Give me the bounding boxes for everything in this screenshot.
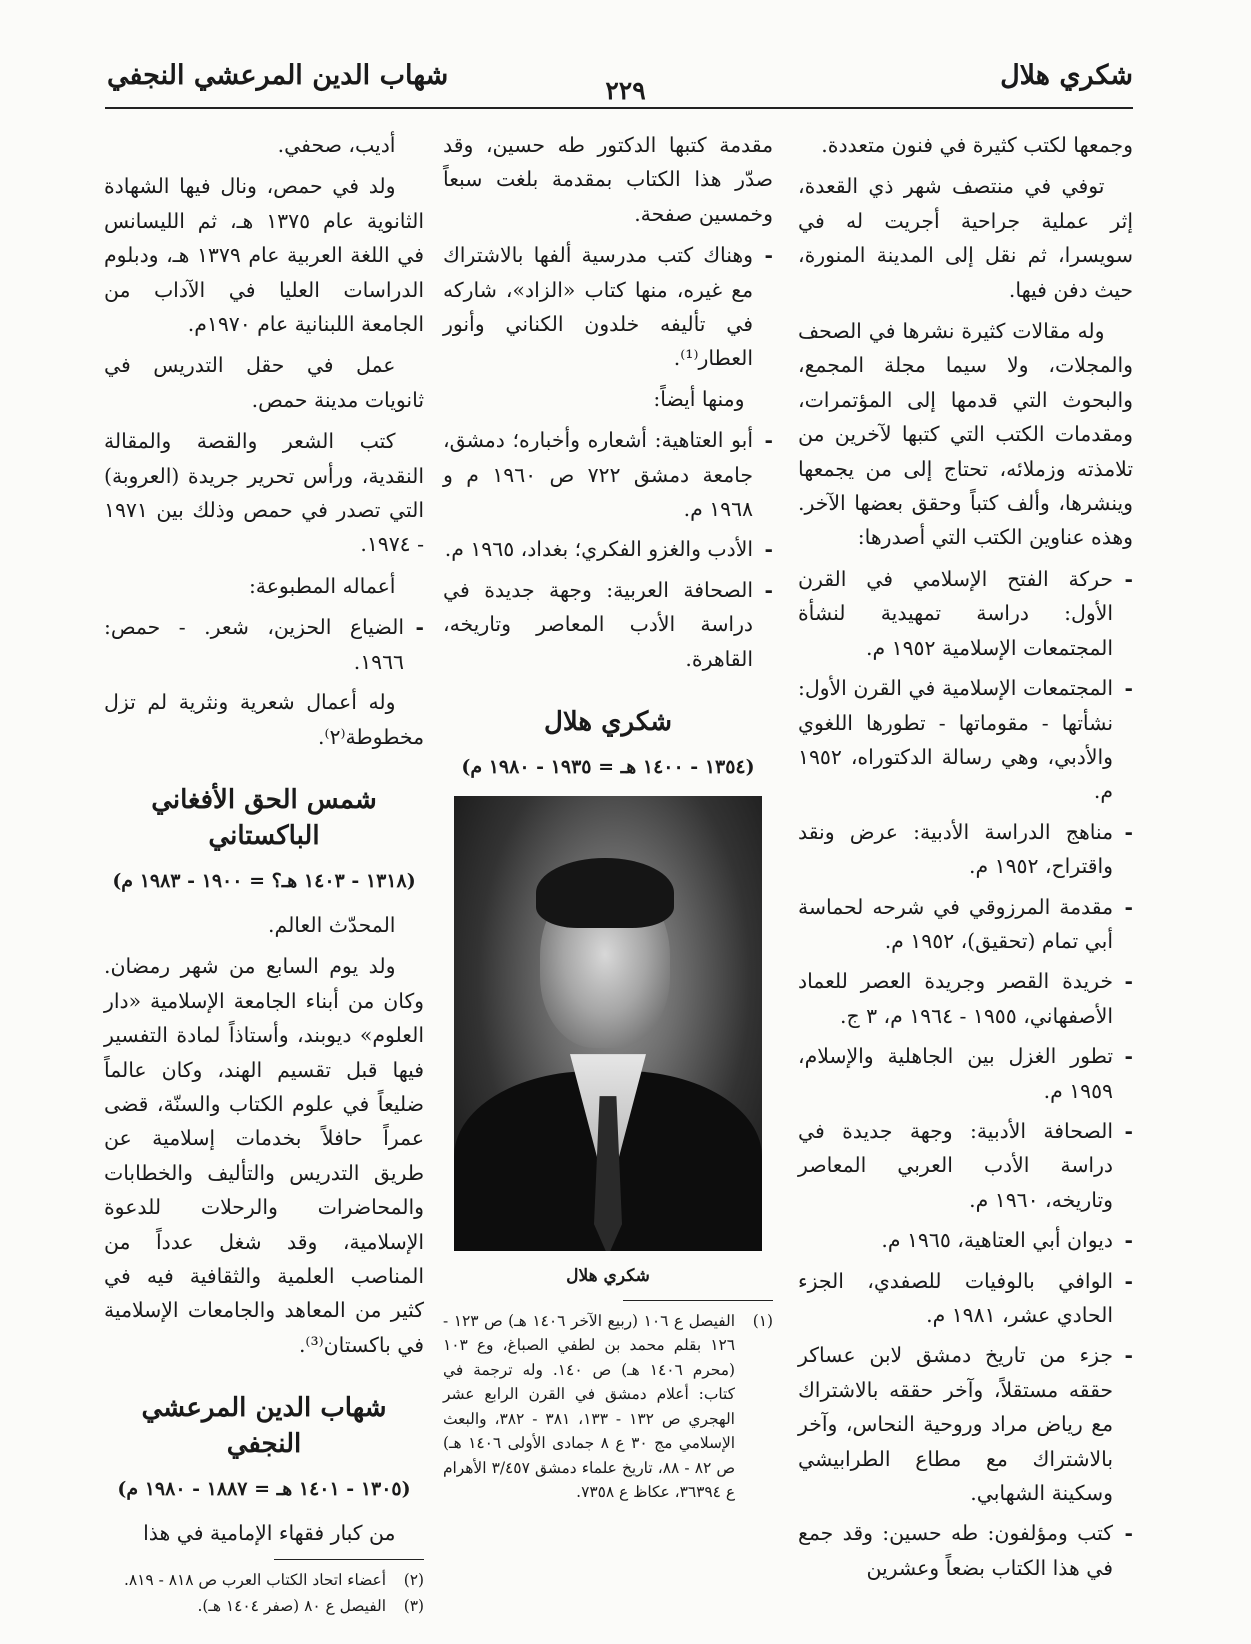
photo-caption: شكري هلال bbox=[566, 1266, 650, 1287]
paragraph: ولد يوم السابع من شهر رمضان. وكان من أبناء الجامعة الإسلامية «دار العلوم» ديوبند، وأستاذاً لمادة التفسير فيها قبل تقسيم الهند، وكان عالماً ضليعاً في علوم الكتاب والسنّة، قضى عمراً حافلاً بخدمات إسلامية عن طريق التدريس والتأليف والخطابات والمحاضرات والرحلات للدعوة الإسلامية، وقد شغل عدداً من المناصب العلمية والثقافية فيه في كثير من المعاهد والجامعات الإسلامية في باكستان⁽³⁾. bbox=[104, 954, 424, 1357]
paragraph: كتب الشعر والقصة والمقالة النقدية، ورأس تحرير جريدة (العروبة) التي تصدر في حمص وذلك بين ١٩٧١ - ١٩٧٤. bbox=[104, 429, 424, 557]
paragraph: وله أعمال شعرية ونثرية لم تزل مخطوطة⁽٢⁾. bbox=[104, 690, 424, 749]
footnote-text: الفيصل ع ٨٠ (صفر ١٤٠٤ هـ). bbox=[197, 1597, 386, 1616]
column-left bbox=[104, 128, 424, 1621]
list-item: - الضياع الحزين، شعر. - حمص: ١٩٦٦. bbox=[104, 610, 424, 679]
list-item: - تطور الغزل بين الجاهلية والإسلام، ١٩٥٩ م. bbox=[798, 1039, 1133, 1108]
footnote-rule bbox=[274, 1559, 424, 1560]
footnote-text: أعضاء اتحاد الكتاب العرب ص ٨١٨ - ٨١٩. bbox=[123, 1570, 386, 1589]
footnote-number: (٢) bbox=[403, 1570, 424, 1589]
paragraph: عمل في حقل التدريس في ثانويات مدينة حمص. bbox=[104, 353, 424, 412]
book-list bbox=[443, 423, 773, 676]
biography-dates: (١٣١٨ - ١٤٠٣ هـ؟ = ١٩٠٠ - ١٩٨٣ م) bbox=[112, 869, 416, 892]
footnote bbox=[104, 1568, 424, 1593]
biography-dates: (١٣٥٤ - ١٤٠٠ هـ = ١٩٣٥ - ١٩٨٠ م) bbox=[461, 756, 755, 779]
list-item: - مناهج الدراسة الأدبية: عرض ونقد واقتراح، ١٩٥٢ م. bbox=[798, 815, 1133, 884]
paragraph: المحدّث العالم. bbox=[268, 912, 396, 937]
footnote-number: (١) bbox=[752, 1311, 773, 1330]
book-list bbox=[443, 238, 773, 376]
footnotes bbox=[443, 1309, 773, 1505]
paragraph: من كبار فقهاء الإمامية في هذا bbox=[143, 1521, 396, 1546]
list-item: - خريدة القصر وجريدة العصر للعماد الأصفهاني، ١٩٥٥ - ١٩٦٤ م، ٣ ج. bbox=[798, 964, 1133, 1033]
running-head-left: شهاب الدين المرعشي النجفي bbox=[107, 60, 449, 91]
paragraph: وجمعها لكتب كثيرة في فنون متعددة. bbox=[821, 133, 1133, 157]
paragraph: توفي في منتصف شهر ذي القعدة، إثر عملية جراحية أجريت له في سويسرا، ثم نقل إلى المدينة المنورة، حيث دفن فيها. bbox=[798, 174, 1133, 302]
book-list bbox=[798, 562, 1133, 1585]
footnote-number: (٣) bbox=[403, 1597, 424, 1616]
book-list bbox=[104, 610, 424, 679]
paragraph: أعماله المطبوعة: bbox=[248, 573, 396, 598]
footnote-rule bbox=[623, 1300, 773, 1301]
paragraph: أديب، صحفي. bbox=[277, 133, 396, 157]
paragraph: ومنها أيضاً: bbox=[653, 386, 745, 411]
list-item: - أبو العتاهية: أشعاره وأخباره؛ دمشق، جامعة دمشق ٧٢٢ ص ١٩٦٠ م و ١٩٦٨ م. bbox=[443, 423, 773, 526]
column-middle bbox=[443, 128, 773, 1507]
paragraph: وله مقالات كثيرة نشرها في الصحف والمجلات، ولا سيما مجلة المجمع، والبحوث التي قدمها إلى المؤتمرات، ومقدمات الكتب التي كتبها لآخرين من تلامذته وزملائه، تحتاج إلى من يجمعها وينشرها، وألف كتباً وحقق بعضها الآخر. وهذه عناوين الكتب التي أصدرها: bbox=[798, 319, 1133, 550]
paragraph: ولد في حمص، ونال فيها الشهادة الثانوية عام ١٣٧٥ هـ، ثم الليسانس في اللغة العربية عام ١٣٧٩ هـ، ودبلوم الدراسات العليا في الآداب من الجامعة اللبنانية عام ١٩٧٠م. bbox=[104, 174, 424, 337]
list-item: - الأدب والغزو الفكري؛ بغداد، ١٩٦٥ م. bbox=[443, 532, 773, 566]
page-header bbox=[0, 0, 1251, 105]
list-item: - الصحافة الأدبية: وجهة جديدة في دراسة الأدب العربي المعاصر وتاريخه، ١٩٦٠ م. bbox=[798, 1114, 1133, 1217]
list-item: - حركة الفتح الإسلامي في القرن الأول: دراسة تمهيدية لنشأة المجتمعات الإسلامية ١٩٥٢ م. bbox=[798, 562, 1133, 665]
footnote bbox=[104, 1594, 424, 1619]
list-item: - كتب ومؤلفون: طه حسين: وقد جمع في هذا الكتاب بضعاً وعشرين bbox=[798, 1516, 1133, 1585]
column-right bbox=[798, 128, 1133, 1591]
portrait-photo bbox=[454, 796, 762, 1251]
list-item: - الصحافة العربية: وجهة جديدة في دراسة الأدب المعاصر وتاريخه، القاهرة. bbox=[443, 573, 773, 676]
biography-title: شمس الحق الأفغاني الباكستاني bbox=[151, 784, 377, 851]
footnote-text: الفيصل ع ١٠٦ (ربيع الآخر ١٤٠٦ هـ) ص ١٢٣ - ١٢٦ بقلم محمد بن لطفي الصباغ، وع ١٠٣ (محرم ١٤٠٦ هـ) ص ١٤٠. وله ترجمة في كتاب: أعلام دمشق في القرن الرابع عشر الهجري ص ١٣٢ - ١٣٣، ٣٨١ - ٣٨٢، والبعث الإسلامي مج ٣٠ ع ٨ جمادى الأولى ١٤٠٦ هـ) ص ٨٢ - ٨٨، تاريخ علماء دمشق ٣/٤٥٧ الأهرام ع ٣٦٣٩٤، عكاظ ع ٧٣٥٨. bbox=[443, 1311, 736, 1501]
list-item: - ديوان أبي العتاهية، ١٩٦٥ م. bbox=[798, 1223, 1133, 1257]
biography-title: شهاب الدين المرعشي النجفي bbox=[141, 1393, 387, 1460]
paragraph: مقدمة كتبها الدكتور طه حسين، وقد صدّر هذا الكتاب بمقدمة بلغت سبعاً وخمسين صفحة. bbox=[443, 133, 773, 226]
page-number: ٢٢٩ bbox=[605, 76, 646, 105]
photo-hair bbox=[536, 858, 674, 928]
list-item: - المجتمعات الإسلامية في القرن الأول: نشأتها - مقوماتها - تطورها اللغوي والأدبي، وهي رسالة الدكتوراه، ١٩٥٢ م. bbox=[798, 671, 1133, 809]
list-item: - جزء من تاريخ دمشق لابن عساكر حققه مستقلاً، وآخر حققه بالاشتراك مع رياض مراد وروحية النحاس، وآخر بالاشتراك مع مطاع الطرابيشي وسكينة الشهابي. bbox=[798, 1338, 1133, 1510]
footnotes bbox=[104, 1568, 424, 1619]
running-head-right: شكري هلال bbox=[1000, 60, 1133, 91]
list-item: - الوافي بالوفيات للصفدي، الجزء الحادي عشر، ١٩٨١ م. bbox=[798, 1264, 1133, 1333]
biography-title: شكري هلال bbox=[543, 707, 672, 738]
footnote bbox=[443, 1309, 773, 1505]
header-rule bbox=[105, 107, 1133, 109]
biography-dates: (١٣٠٥ - ١٤٠١ هـ = ١٨٨٧ - ١٩٨٠ م) bbox=[117, 1478, 411, 1501]
list-item: - مقدمة المرزوقي في شرحه لحماسة أبي تمام (تحقيق)، ١٩٥٢ م. bbox=[798, 890, 1133, 959]
list-item: - وهناك كتب مدرسية ألفها بالاشتراك مع غيره، منها كتاب «الزاد»، شاركه في تأليفه خلدون الكناني وأنور العطار⁽¹⁾. bbox=[443, 238, 773, 376]
